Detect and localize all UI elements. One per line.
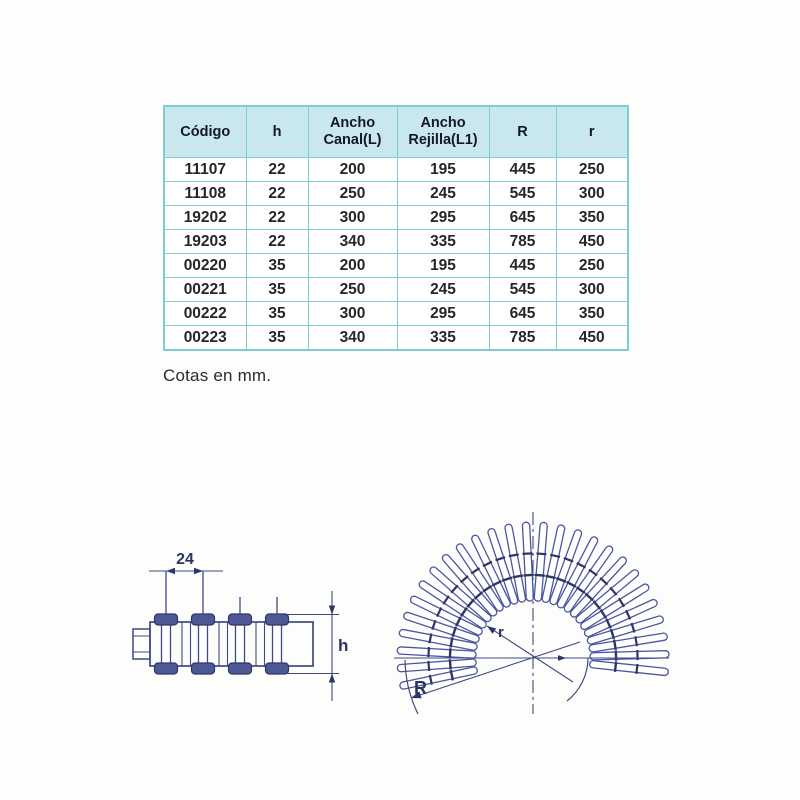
- table-cell: 645: [489, 302, 556, 326]
- spec-table: [163, 105, 629, 351]
- dimension-arrowhead: [329, 674, 335, 683]
- dimension-arrowhead: [329, 606, 335, 615]
- pin-cap-bottom: [192, 663, 215, 674]
- table-cell: 11108: [164, 182, 246, 206]
- table-cell: 200: [308, 158, 397, 182]
- spec-table-body: [164, 158, 628, 351]
- table-cell: 300: [308, 302, 397, 326]
- table-row: [164, 230, 628, 254]
- column-header: Código: [164, 106, 246, 158]
- table-cell: 11107: [164, 158, 246, 182]
- table-cell: 22: [246, 182, 308, 206]
- table-cell: 195: [397, 254, 489, 278]
- table-cell: 00220: [164, 254, 246, 278]
- profile-drawing: [133, 568, 339, 701]
- table-row: [164, 278, 628, 302]
- table-cell: 300: [308, 206, 397, 230]
- table-cell: 195: [397, 158, 489, 182]
- table-cell: 340: [308, 230, 397, 254]
- outer-radius-label: R: [414, 678, 427, 698]
- fan-blade: [589, 659, 669, 678]
- profile-diagram-svg: [118, 522, 358, 712]
- pin-cap-bottom: [155, 663, 178, 674]
- table-cell: 22: [246, 158, 308, 182]
- pin-cap-top: [266, 614, 289, 625]
- table-cell: 35: [246, 302, 308, 326]
- spec-table-container: [163, 105, 627, 351]
- dimension-arrowhead: [558, 655, 566, 661]
- table-cell: 785: [489, 326, 556, 351]
- table-cell: 645: [489, 206, 556, 230]
- table-cell: 295: [397, 302, 489, 326]
- table-cell: 35: [246, 278, 308, 302]
- height-dimension-label: h: [338, 636, 349, 655]
- table-cell: 250: [308, 182, 397, 206]
- column-header: Ancho Rejilla(L1): [397, 106, 489, 158]
- table-cell: 445: [489, 158, 556, 182]
- pin-cap-bottom: [266, 663, 289, 674]
- table-cell: 335: [397, 326, 489, 351]
- table-header-row: [164, 106, 628, 158]
- table-cell: 35: [246, 254, 308, 278]
- chain-body: [150, 622, 313, 666]
- pin-cap-top: [155, 614, 178, 625]
- table-row: [164, 254, 628, 278]
- dimension-arrowhead: [487, 626, 496, 634]
- table-cell: 450: [556, 326, 628, 351]
- table-cell: 00223: [164, 326, 246, 351]
- pin-cap-top: [192, 614, 215, 625]
- table-cell: 245: [397, 278, 489, 302]
- fan-diagram-svg: [383, 498, 681, 722]
- spec-table-head: [164, 106, 628, 158]
- table-row: [164, 206, 628, 230]
- pin-shaft: [199, 625, 208, 664]
- table-cell: 250: [556, 254, 628, 278]
- column-header: Ancho Canal(L): [308, 106, 397, 158]
- table-cell: 35: [246, 326, 308, 351]
- pin-shaft: [273, 625, 282, 664]
- table-cell: 200: [308, 254, 397, 278]
- pitch-dimension-label: 24: [176, 551, 194, 568]
- inner-radius-label: r: [498, 624, 504, 641]
- table-cell: 300: [556, 278, 628, 302]
- pin-cap-bottom: [229, 663, 252, 674]
- table-cell: 340: [308, 326, 397, 351]
- table-cell: 545: [489, 182, 556, 206]
- pin-shaft: [162, 625, 171, 664]
- table-cell: 295: [397, 206, 489, 230]
- table-cell: 350: [556, 302, 628, 326]
- table-cell: 785: [489, 230, 556, 254]
- table-cell: 250: [308, 278, 397, 302]
- table-row: [164, 302, 628, 326]
- column-header: r: [556, 106, 628, 158]
- table-cell: 300: [556, 182, 628, 206]
- table-row: [164, 326, 628, 351]
- table-cell: 350: [556, 206, 628, 230]
- table-cell: 445: [489, 254, 556, 278]
- table-cell: 250: [556, 158, 628, 182]
- table-cell: 22: [246, 230, 308, 254]
- chain-end-cap: [133, 629, 150, 659]
- units-caption: Cotas en mm.: [163, 366, 272, 385]
- table-cell: 22: [246, 206, 308, 230]
- column-header: R: [489, 106, 556, 158]
- table-cell: 19203: [164, 230, 246, 254]
- dimension-arrowhead: [166, 568, 175, 574]
- table-cell: 245: [397, 182, 489, 206]
- column-header: h: [246, 106, 308, 158]
- table-cell: 335: [397, 230, 489, 254]
- table-cell: 19202: [164, 206, 246, 230]
- table-row: [164, 182, 628, 206]
- table-row: [164, 158, 628, 182]
- pin-cap-top: [229, 614, 252, 625]
- table-cell: 00222: [164, 302, 246, 326]
- table-cell: 450: [556, 230, 628, 254]
- dimension-arrowhead: [194, 568, 203, 574]
- table-cell: 545: [489, 278, 556, 302]
- pin-shaft: [236, 625, 245, 664]
- table-cell: 00221: [164, 278, 246, 302]
